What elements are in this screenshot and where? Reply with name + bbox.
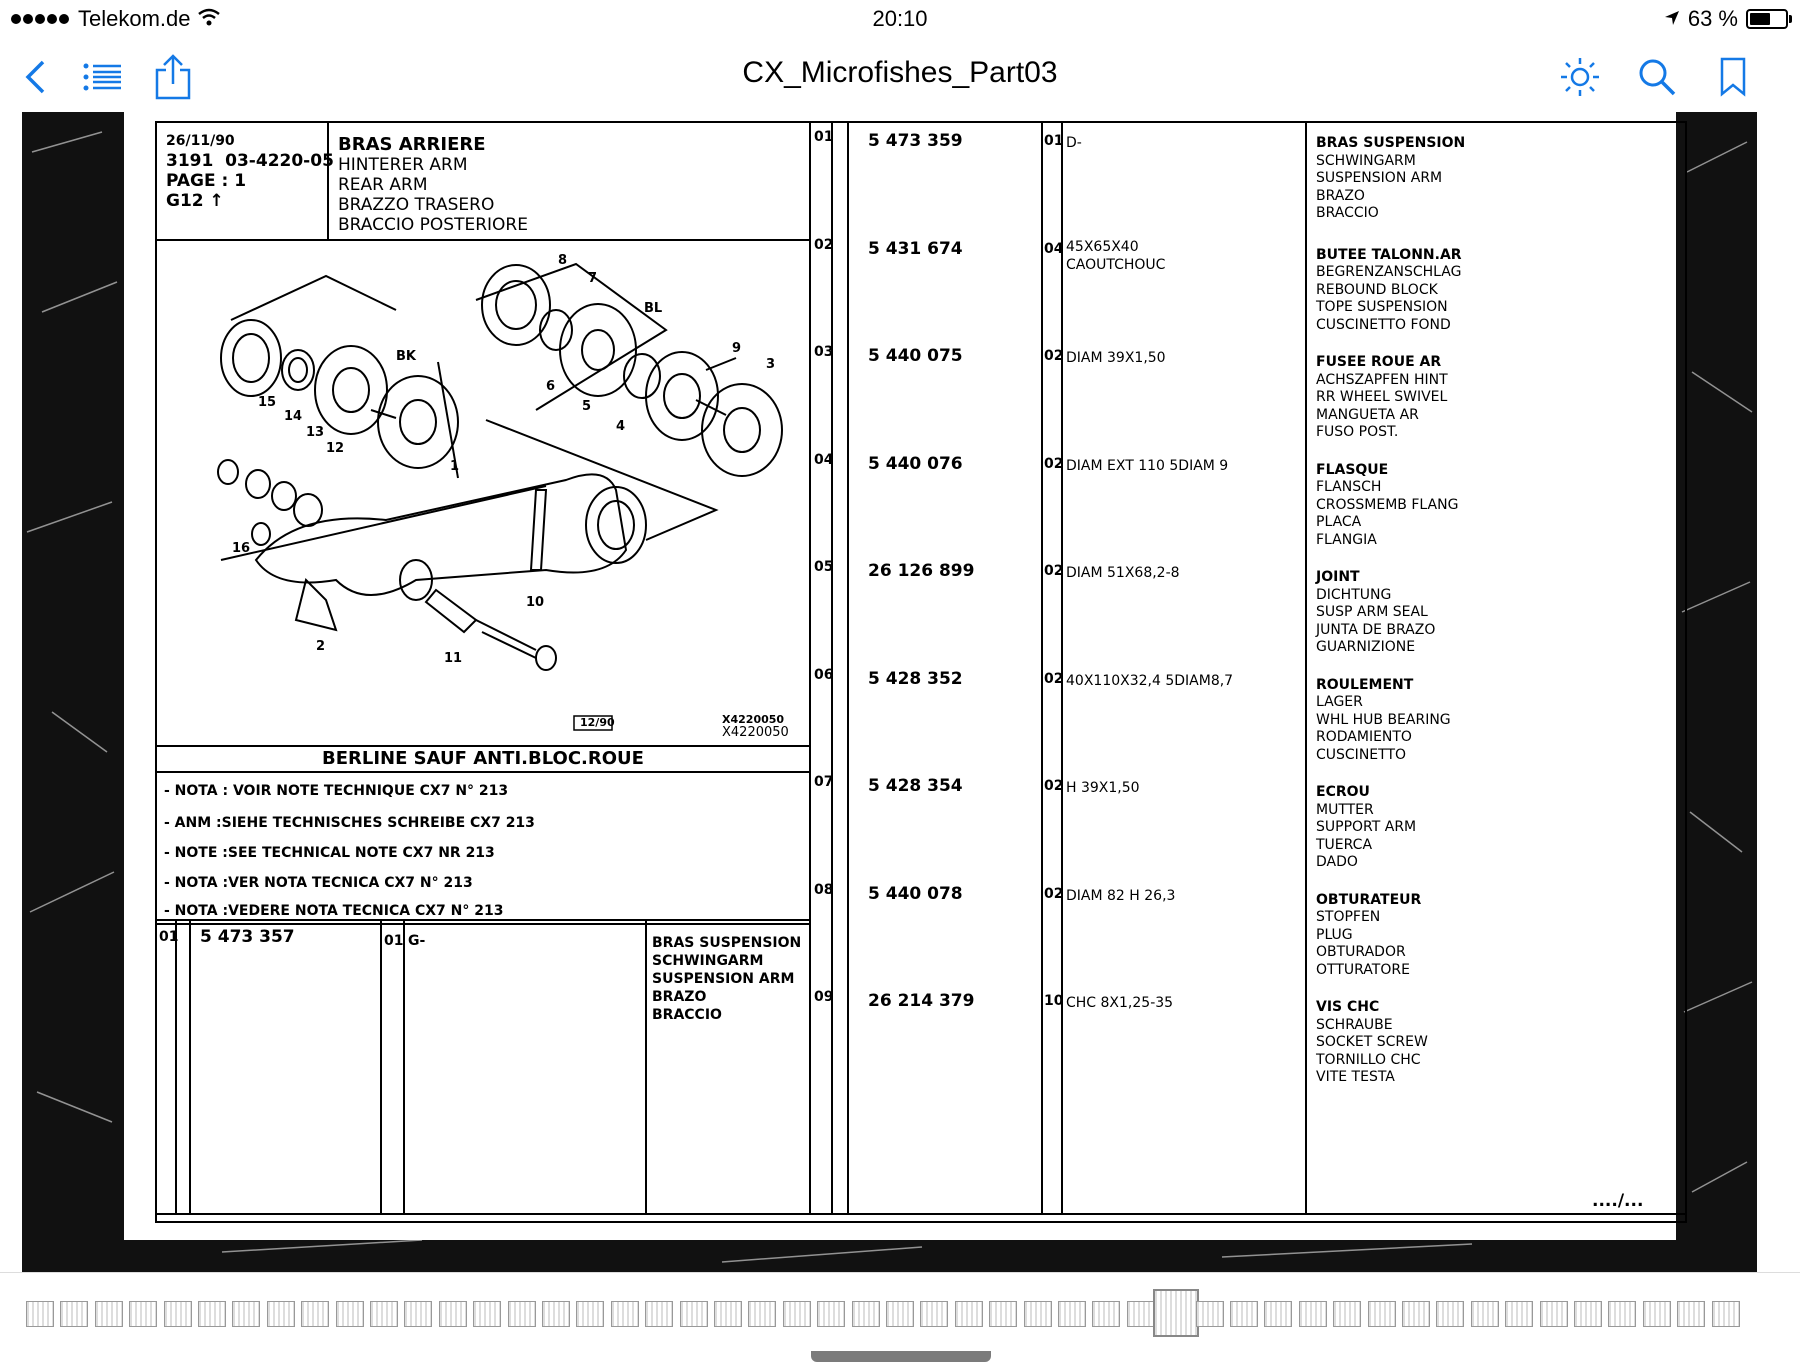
bookmark-icon[interactable] [1708,52,1758,102]
diagram-label: BK [396,349,416,364]
row-number: 07 [814,774,834,790]
spec: 45X65X40 CAOUTCHOUC [1066,238,1166,273]
description-line: TUERCA [1316,836,1373,853]
document-title: CX_Microfishes_Part03 [742,56,1058,89]
diagram-label: 5 [582,399,592,414]
diagram-label: 2 [316,639,326,654]
description-line: BRAS SUSPENSION [1316,135,1466,151]
part-number: 5 473 359 [868,131,963,151]
diagram-ref-b: X4220050 [722,725,789,740]
description-line: WHL HUB BEARING [1316,711,1451,728]
page-thumbnail[interactable] [920,1301,948,1327]
page-thumbnail[interactable] [989,1301,1017,1327]
description-line: OBTURATEUR [1316,891,1422,908]
page-thumbnail[interactable] [1608,1301,1636,1327]
page-thumbnail[interactable] [1436,1301,1464,1327]
diagram-label: 7 [588,271,598,286]
description-line: SUSP ARM SEAL [1316,604,1428,620]
row-number: 09 [814,989,834,1005]
sheet-title-it: BRACCIO POSTERIORE [338,215,528,235]
description-line: SUPPORT ARM [1316,819,1417,835]
description-line: REBOUND BLOCK [1316,281,1438,298]
description-line: BRAZO [1316,187,1365,204]
spec: DIAM 82 H 26,3 [1066,887,1176,904]
diagram-label: 6 [546,379,556,394]
page-thumbnail[interactable] [714,1301,742,1327]
description-line: PLUG [1316,926,1353,943]
thumbnail-strip[interactable] [0,1272,1800,1351]
page-thumbnail[interactable] [542,1301,570,1327]
page-thumbnail[interactable] [852,1301,880,1327]
page-thumbnail[interactable] [439,1301,467,1327]
location-arrow-icon [1664,6,1680,32]
page-thumbnail[interactable] [198,1301,226,1327]
sheet-title-es: BRAZZO TRASERO [338,195,495,215]
brightness-icon[interactable] [1555,52,1605,102]
part-number: 5 428 354 [868,776,963,796]
page-thumbnail[interactable] [1264,1301,1292,1327]
part-number: 5 473 357 [200,927,295,947]
note-line: - NOTE :SEE TECHNICAL NOTE CX7 NR 213 [164,845,495,861]
part-number: 5 440 078 [868,883,963,904]
diagram-label: 16 [232,541,251,556]
page-thumbnail[interactable] [1574,1301,1602,1327]
description-line: RODAMIENTO [1316,729,1412,745]
description-line: JUNTA DE BRAZO [1316,621,1436,638]
page-thumbnail[interactable] [370,1301,398,1327]
row-number: 01 [814,129,834,145]
spec: DIAM EXT 110 5DIAM 9 [1066,457,1229,474]
diagram-label: 15 [258,395,277,410]
page-thumbnail[interactable] [1402,1301,1430,1327]
sheet-date: 26/11/90 [166,133,235,149]
description-line: CUSCINETTO [1316,746,1407,763]
diagram-label: 14 [284,409,303,424]
description-line: RR WHEEL SWIVEL [1316,389,1448,405]
page-thumbnail[interactable] [886,1301,914,1327]
page-thumbnail[interactable] [129,1301,157,1327]
page-thumbnail[interactable] [1153,1289,1199,1337]
part-number: 5 440 076 [868,453,963,474]
page-thumbnail[interactable] [164,1301,192,1327]
spec: H 39X1,50 [1066,780,1140,796]
page-thumbnail[interactable] [955,1301,983,1327]
page-thumbnail[interactable] [267,1301,295,1327]
diagram-ref-a: X4220050 [722,713,785,726]
diagram-label: 11 [444,651,463,666]
description-line: SUSPENSION ARM [652,971,795,987]
spec: D- [1066,135,1082,151]
description-line: DICHTUNG [1316,586,1392,603]
quantity: 04 [1044,240,1064,257]
status-bar [0,0,1800,38]
page-thumbnail[interactable] [1230,1301,1258,1327]
description-line: MUTTER [1316,801,1374,818]
sheet-title-en: REAR ARM [338,175,428,195]
part-number: 5 431 674 [868,238,963,259]
description-line: JOINT [1316,569,1360,585]
description-line: BRACCIO [652,1007,722,1023]
note-line: - NOTA : VOIR NOTE TECHNIQUE CX7 N° 213 [164,783,509,799]
microfiche-sheet [124,112,1676,1240]
reader-toolbar [0,38,1800,113]
page-thumbnail[interactable] [1092,1301,1120,1327]
part-number: 5 428 352 [868,668,963,689]
quantity: 01 [1044,133,1064,149]
description-line: CROSSMEMB FLANG [1316,496,1459,513]
diagram-label: 1 [450,459,460,474]
page-thumbnail[interactable] [508,1301,536,1327]
description-line: BRAS SUSPENSION [652,935,802,951]
note-line: - ANM :SIEHE TECHNISCHES SCHREIBE CX7 213 [164,815,535,831]
page-thumbnail[interactable] [1127,1301,1155,1327]
sheet-page-number: PAGE : 1 [166,171,247,191]
description-line: OBTURADOR [1316,944,1406,960]
page-thumbnail[interactable] [1333,1301,1361,1327]
page-thumbnail[interactable] [404,1301,432,1327]
page-thumbnail[interactable] [473,1301,501,1327]
quantity: 02 [1044,563,1064,579]
description-line: DADO [1316,854,1358,870]
page-thumbnail[interactable] [576,1301,604,1327]
description-line: MANGUETA AR [1316,406,1419,423]
quantity: 02 [1044,348,1064,364]
page-thumbnail[interactable] [680,1301,708,1327]
quantity: 01 [384,933,404,949]
description-line: GUARNIZIONE [1316,639,1416,655]
list-icon[interactable] [78,52,128,102]
clock: 20:10 [872,6,928,31]
page-thumbnail[interactable] [1505,1301,1533,1327]
description-line: CUSCINETTO FOND [1316,316,1451,333]
page-thumbnail[interactable] [1471,1301,1499,1327]
page-thumbnail[interactable] [611,1301,639,1327]
quantity: 02 [1044,670,1064,687]
page-thumbnail[interactable] [26,1301,54,1327]
description-line: SCHRAUBE [1316,1016,1393,1033]
page-thumbnail[interactable] [95,1301,123,1327]
description-line: BRACCIO [1316,205,1379,221]
part-number: 26 126 899 [868,561,975,581]
part-number: 26 214 379 [868,991,975,1011]
page-thumbnail[interactable] [1299,1301,1327,1327]
page-thumbnail[interactable] [1024,1301,1052,1327]
diagram-label: 12 [326,441,345,456]
page-thumbnail[interactable] [1540,1301,1568,1327]
diagram-label: 3 [766,357,776,372]
description-line: FLANSCH [1316,479,1382,495]
page-thumbnail[interactable] [645,1301,673,1327]
document-viewer[interactable] [0,112,1800,1272]
description-line: VIS CHC [1316,999,1380,1015]
description-line: SCHWINGARM [1316,152,1416,169]
sheet-title-de: HINTERER ARM [338,155,468,175]
quantity: 10 [1044,993,1064,1009]
diagram-label: 9 [732,341,742,356]
description-line: PLACA [1316,514,1362,530]
description-line: ACHSZAPFEN HINT [1316,371,1448,388]
share-icon[interactable] [148,52,198,102]
diagram-label: BL [644,301,663,316]
description-line: FLASQUE [1316,461,1389,478]
page-thumbnail[interactable] [748,1301,776,1327]
description-line: ROULEMENT [1316,676,1414,693]
spec: CHC 8X1,25-35 [1066,995,1174,1011]
variant-title: BERLINE SAUF ANTI.BLOC.ROUE [322,748,644,769]
description-line: STOPFEN [1316,909,1381,925]
description-line: SUSPENSION ARM [1316,170,1443,186]
sheet-title-fr: BRAS ARRIERE [338,134,486,155]
row-number: 02 [814,236,834,253]
diagram-label: 4 [616,419,626,434]
quantity: 02 [1044,885,1064,902]
row-number: 05 [814,559,834,575]
page-thumbnail[interactable] [1368,1301,1396,1327]
description-line: TOPE SUSPENSION [1316,299,1448,315]
description-line: BUTEE TALONN.AR [1316,246,1462,263]
page-thumbnail[interactable] [1058,1301,1086,1327]
spec: DIAM 51X68,2-8 [1066,565,1180,581]
sheet-group: G12 ↑ [166,191,224,211]
spec: 40X110X32,4 5DIAM8,7 [1066,672,1234,689]
spec: G- [408,933,426,949]
row-number: 03 [814,344,834,360]
continued-marker: ..../... [1592,1191,1644,1211]
page-thumbnail[interactable] [783,1301,811,1327]
description-line: FUSEE ROUE AR [1316,354,1442,370]
row-number: 06 [814,666,834,683]
description-line: BRAZO [652,989,707,1005]
scanned-page [22,112,1757,1272]
carrier-label: Telekom.de [78,6,191,31]
page-thumbnail[interactable] [1643,1301,1671,1327]
description-line: SOCKET SCREW [1316,1034,1428,1050]
description-line: FLANGIA [1316,531,1377,548]
diagram-stamp: 12/90 [580,716,615,729]
page-thumbnail[interactable] [301,1301,329,1327]
battery-icon [1746,9,1788,29]
page-thumbnail[interactable] [1196,1301,1224,1327]
diagram-label: 10 [526,595,545,610]
note-line: - NOTA :VEDERE NOTA TECNICA CX7 N° 213 [164,903,504,919]
quantity: 02 [1044,455,1064,472]
description-line: VITE TESTA [1316,1069,1395,1085]
row-number: 01 [159,929,179,945]
part-number: 5 440 075 [868,346,963,366]
description-line: FUSO POST. [1316,424,1399,440]
row-number: 08 [814,881,834,898]
quantity: 02 [1044,778,1064,794]
description-line: BEGRENZANSCHLAG [1316,264,1462,280]
exploded-diagram [186,250,786,740]
description-line: OTTURATORE [1316,961,1410,978]
diagram-label: 8 [558,253,568,268]
page-thumbnail[interactable] [232,1301,260,1327]
page-thumbnail[interactable] [336,1301,364,1327]
description-line: ECROU [1316,784,1370,800]
page-thumbnail[interactable] [1712,1301,1740,1327]
description-line: TORNILLO CHC [1316,1051,1421,1068]
description-line: LAGER [1316,694,1363,710]
sheet-reference: 3191 03-4220-05 [166,151,334,171]
page-thumbnail[interactable] [60,1301,88,1327]
search-icon[interactable] [1632,52,1682,102]
row-number: 04 [814,451,834,468]
battery-percent: 63 % [1687,6,1738,31]
diagram-label: 13 [306,425,325,440]
description-line: SCHWINGARM [652,953,764,969]
back-chevron-icon[interactable] [10,52,60,102]
spec: DIAM 39X1,50 [1066,350,1166,366]
page-thumbnail[interactable] [817,1301,845,1327]
page-thumbnail[interactable] [1677,1301,1705,1327]
note-line: - NOTA :VER NOTA TECNICA CX7 N° 213 [164,875,473,891]
